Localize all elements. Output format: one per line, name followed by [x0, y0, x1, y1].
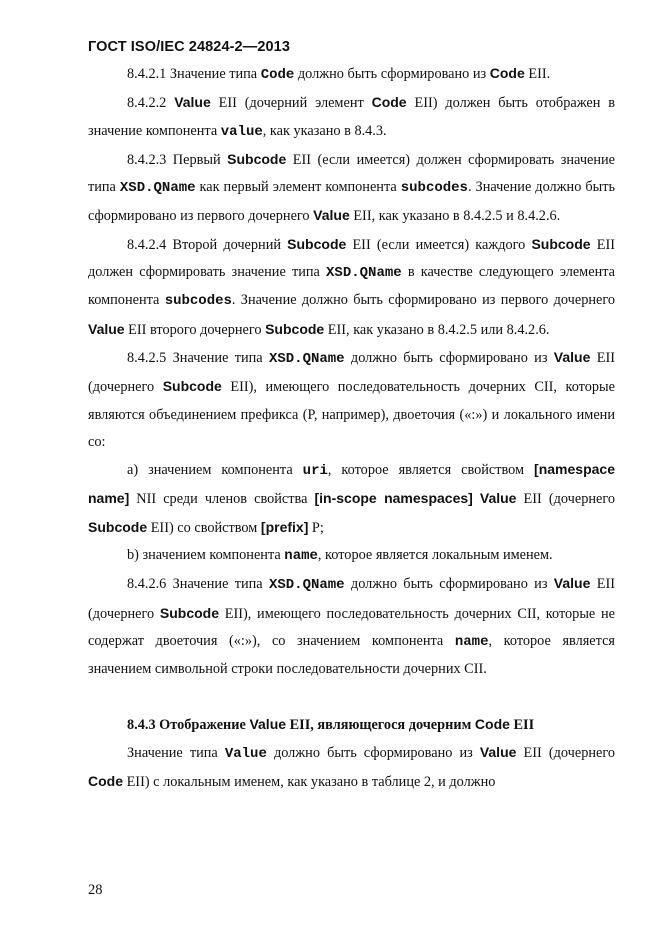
- text: , которое является значением символьной строки последовательности дочерних CII.: [88, 632, 615, 678]
- text: EII), имеющего последовательность дочерних CII, которые являются объединением префикса (P, например), двоеточия («:») и локального имени со:: [88, 379, 615, 450]
- text: EII (если имеется) должен сформировать значение типа: [88, 151, 615, 196]
- text: в качестве следующего элемента компонента: [88, 264, 615, 309]
- code-term: subcodes: [164, 293, 232, 310]
- text: 8.4.3 Отображение: [127, 716, 250, 733]
- paragraph-8-4-2-4: [88, 231, 615, 344]
- element-name: Code: [489, 65, 525, 81]
- text: EII.: [524, 66, 551, 82]
- text: P;: [308, 519, 324, 536]
- code-term: XSD.QName: [268, 577, 345, 594]
- code-term: XSD.QName: [268, 350, 345, 367]
- element-name: Value: [479, 743, 517, 760]
- element-name: Value: [249, 715, 287, 732]
- code-term: XSD.QName: [119, 180, 196, 197]
- text: 8.4.2.2: [127, 95, 175, 112]
- text: EII должен сформировать значение типа: [88, 236, 615, 281]
- code-term: Code: [260, 67, 295, 83]
- paragraph-8-4-2-5: [88, 344, 615, 456]
- text: EII (дочернего: [516, 744, 615, 761]
- text: как первый элемент компонента: [195, 179, 401, 196]
- text: EII, как указано в 8.4.2.5 или 8.4.2.6.: [324, 321, 550, 338]
- text: а) значением компонента: [127, 462, 303, 479]
- text: EII, как указано в 8.4.2.5 и 8.4.2.6.: [349, 208, 561, 225]
- text: EII второго дочернего: [124, 321, 266, 338]
- code-term: name: [284, 548, 318, 565]
- text: Значение типа: [127, 744, 225, 761]
- element-name: Value: [313, 207, 350, 224]
- property-name: [in-scope namespaces]: [314, 490, 473, 507]
- code-term: uri: [302, 463, 328, 480]
- text: [473, 491, 480, 507]
- element-name: Code: [88, 773, 123, 790]
- code-term: XSD.QName: [326, 265, 402, 282]
- element-name: Subcode: [88, 518, 148, 535]
- text: должно быть сформировано из: [344, 349, 554, 366]
- text: , которое является локальным именем.: [317, 547, 553, 564]
- text: EII (если имеется) каждого: [346, 236, 532, 253]
- text: должно быть сформировано из: [266, 744, 480, 761]
- text: EII (дочернего: [88, 349, 615, 396]
- text: . Значение должно быть сформировано из первого дочернего: [88, 179, 615, 225]
- code-term: value: [220, 123, 263, 140]
- paragraph-8-4-2-3: [88, 146, 615, 231]
- element-name: Value: [479, 490, 517, 507]
- section-heading-8-4-3: [88, 711, 615, 739]
- code-term: subcodes: [400, 180, 468, 197]
- text: . Значение должно быть сформировано из первого дочернего: [231, 292, 616, 309]
- text: 8.4.2.1 Значение типа: [127, 66, 261, 82]
- text: EII, являющегося дочерним: [286, 716, 475, 733]
- property-name: [namespace name]: [88, 461, 615, 507]
- element-name: Value: [553, 348, 591, 365]
- document-header: ГОСТ ISO/IEC 24824-2—2013: [88, 39, 290, 55]
- paragraph-8-4-2-1: [88, 60, 615, 89]
- text: , как указано в 8.4.3.: [262, 122, 387, 139]
- element-name: Value: [553, 575, 591, 592]
- element-name: Subcode: [227, 150, 287, 167]
- text: NII среди членов свойства: [129, 491, 315, 508]
- element-name: Subcode: [265, 320, 325, 337]
- text: 8.4.2.5 Значение типа: [127, 349, 269, 366]
- text: 8.4.2.6 Значение типа: [127, 576, 269, 593]
- document-body: [88, 60, 615, 796]
- text: EII (дочернего: [516, 491, 615, 508]
- text: EII (дочерний элемент: [210, 95, 372, 112]
- text: должно быть сформировано из: [344, 576, 554, 593]
- page-number: 28: [88, 882, 103, 898]
- text: 8.4.2.4 Второй дочерний: [127, 236, 288, 253]
- text: EII) со свойством: [147, 519, 261, 536]
- element-name: Value: [88, 320, 125, 337]
- code-term: Value: [224, 745, 267, 762]
- text: , которое является свойством: [327, 462, 535, 479]
- property-name: [prefix]: [260, 518, 309, 535]
- text: EII), имеющего последовательность дочерних CII, которые не содержат двоеточия («:»), со значением компонента: [88, 605, 616, 649]
- text: EII) должен быть отображен в значение компонента: [88, 95, 616, 139]
- paragraph-8-4-2-2: [88, 89, 615, 146]
- element-name: Subcode: [162, 378, 222, 395]
- text: EII (дочернего: [88, 576, 615, 622]
- text: должно быть сформировано из: [294, 66, 490, 82]
- element-name: Subcode: [287, 235, 347, 252]
- text: EII: [509, 716, 535, 733]
- list-item-a: [88, 456, 615, 542]
- paragraph-8-4-2-6: [88, 570, 615, 683]
- text: b) значением компонента: [127, 547, 285, 564]
- text: 8.4.2.3 Первый: [127, 151, 228, 168]
- element-name: Value: [174, 94, 211, 111]
- paragraph-8-4-3-body: [88, 739, 615, 797]
- element-name: Code: [474, 715, 510, 732]
- element-name: Code: [371, 94, 407, 111]
- code-term: name: [454, 633, 489, 650]
- element-name: Subcode: [531, 235, 591, 252]
- element-name: Subcode: [159, 604, 220, 621]
- list-item-b: [88, 542, 615, 570]
- text: EII) с локальным именем, как указано в таблице 2, и должно: [123, 774, 496, 791]
